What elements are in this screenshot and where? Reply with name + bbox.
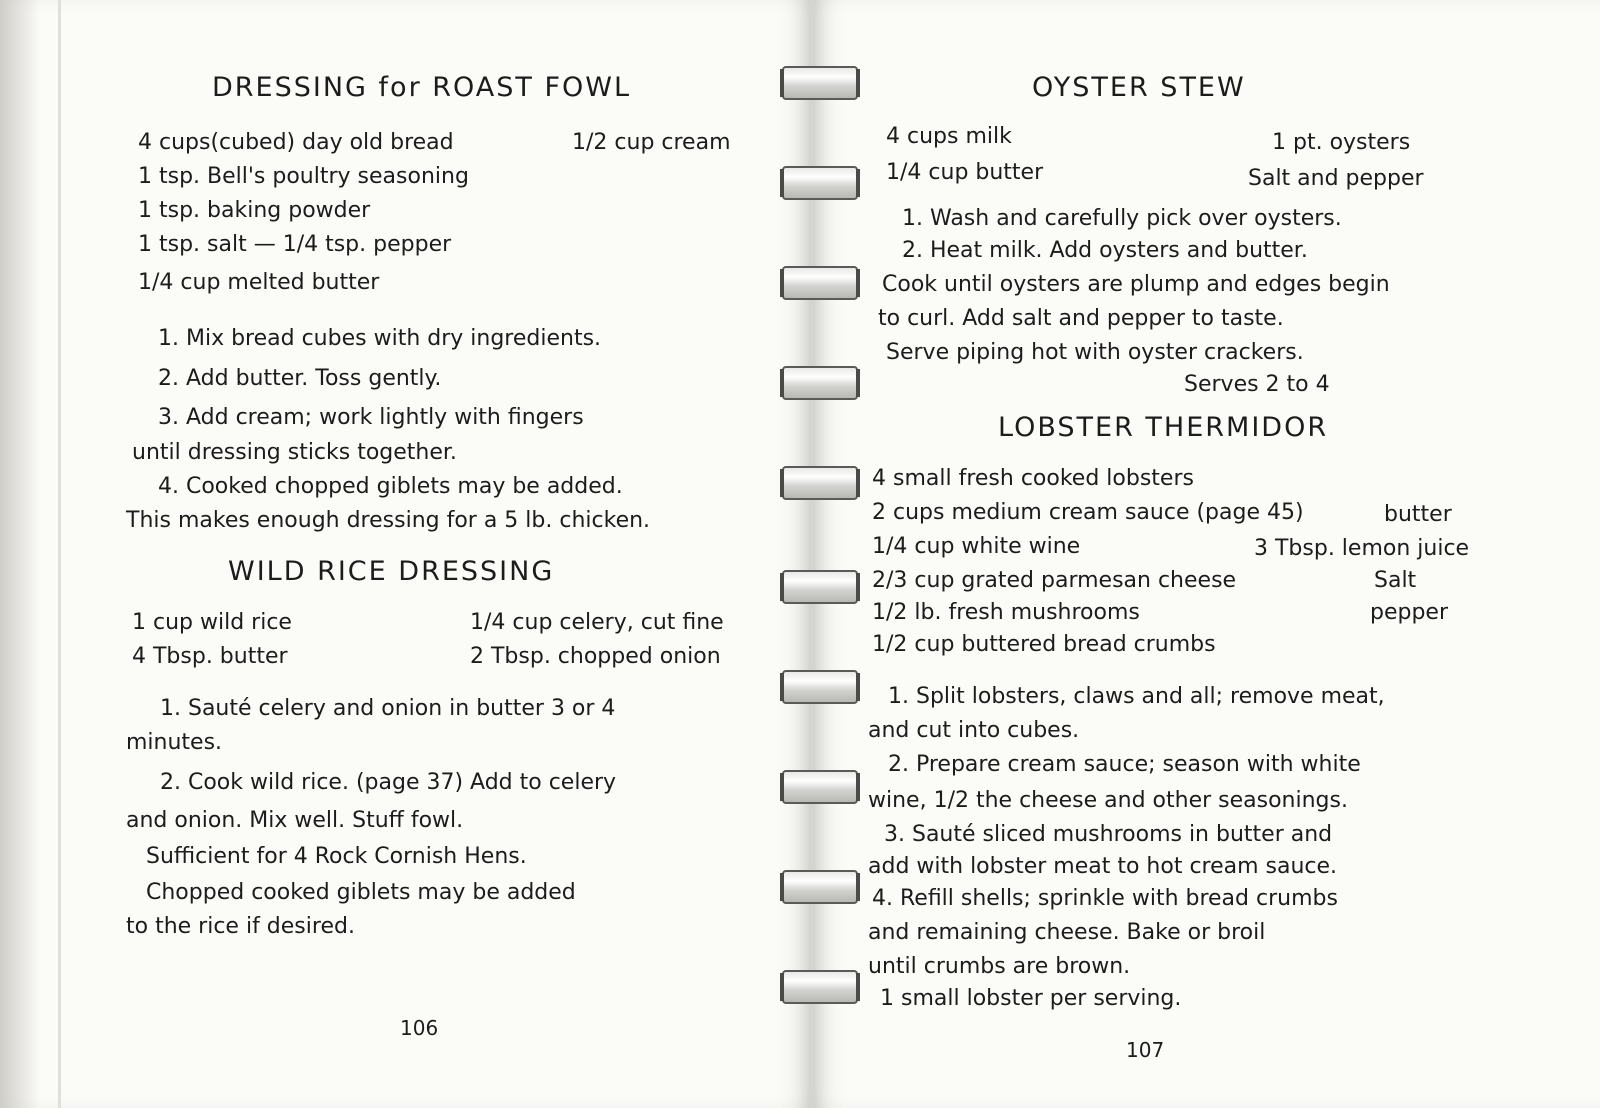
- page-number: 106: [400, 1016, 439, 1040]
- step: until crumbs are brown.: [868, 954, 1131, 979]
- ingredient: 1 pt. oysters: [1272, 130, 1411, 155]
- page-number: 107: [1126, 1038, 1165, 1062]
- ingredient: 4 cups milk: [886, 124, 1012, 149]
- recipe-title-dressing-roast-fowl: DRESSING for ROAST FOWL: [212, 72, 632, 103]
- ingredient: 4 small fresh cooked lobsters: [872, 466, 1194, 491]
- recipe-title-oyster-stew: OYSTER STEW: [1032, 72, 1246, 103]
- binding-ring: [782, 366, 858, 400]
- step: 1 small lobster per serving.: [880, 986, 1182, 1011]
- step: 1. Split lobsters, claws and all; remove meat,: [888, 684, 1385, 709]
- ingredient: 1 tsp. Bell's poultry seasoning: [138, 164, 469, 189]
- ingredient: 1 tsp. salt — 1/4 tsp. pepper: [138, 232, 452, 257]
- ingredient: butter: [1384, 502, 1452, 527]
- step: 4. Cooked chopped giblets may be added.: [158, 474, 623, 499]
- binding-ring: [782, 570, 858, 604]
- binding-ring: [782, 770, 858, 804]
- ingredient: 1/4 cup melted butter: [138, 270, 380, 295]
- ingredient: 1/4 cup white wine: [872, 534, 1081, 559]
- step: 1. Mix bread cubes with dry ingredients.: [158, 326, 602, 351]
- binding-ring: [782, 466, 858, 500]
- step: 4. Refill shells; sprinkle with bread crumbs: [872, 886, 1338, 911]
- right-page: [814, 0, 1600, 1108]
- step: and onion. Mix well. Stuff fowl.: [126, 808, 464, 833]
- ingredient: 1/2 cup cream: [572, 130, 731, 155]
- ingredient: 1/2 lb. fresh mushrooms: [872, 600, 1140, 625]
- step: 1. Sauté celery and onion in butter 3 or 4: [160, 696, 616, 721]
- binding-ring: [782, 970, 858, 1004]
- step: to curl. Add salt and pepper to taste.: [878, 306, 1284, 331]
- step: to the rice if desired.: [126, 914, 355, 939]
- ingredient: pepper: [1370, 600, 1449, 625]
- step: This makes enough dressing for a 5 lb. chicken.: [126, 508, 651, 533]
- step: Chopped cooked giblets may be added: [146, 880, 576, 905]
- step: 1. Wash and carefully pick over oysters.: [902, 206, 1342, 231]
- ingredient: 2/3 cup grated parmesan cheese: [872, 568, 1237, 593]
- binding-ring: [782, 166, 858, 200]
- ingredient: Salt and pepper: [1248, 166, 1424, 191]
- ingredient: 1 cup wild rice: [132, 610, 292, 635]
- step: add with lobster meat to hot cream sauce.: [868, 854, 1338, 879]
- ingredient: 2 Tbsp. chopped onion: [470, 644, 721, 669]
- step: and cut into cubes.: [868, 718, 1080, 743]
- ingredient: 3 Tbsp. lemon juice: [1254, 536, 1470, 561]
- page-edge-shadow: [0, 0, 40, 1108]
- step: 2. Cook wild rice. (page 37) Add to celery: [160, 770, 617, 795]
- step: 3. Sauté sliced mushrooms in butter and: [884, 822, 1333, 847]
- step: Serve piping hot with oyster crackers.: [886, 340, 1304, 365]
- binding-ring: [782, 870, 858, 904]
- recipe-title-lobster-thermidor: LOBSTER THERMIDOR: [998, 412, 1329, 443]
- step: Sufficient for 4 Rock Cornish Hens.: [146, 844, 527, 869]
- step: until dressing sticks together.: [132, 440, 457, 465]
- binding-ring: [782, 670, 858, 704]
- ingredient: 1/4 cup butter: [886, 160, 1044, 185]
- ingredient: 4 cups(cubed) day old bread: [138, 130, 454, 155]
- recipe-title-wild-rice-dressing: WILD RICE DRESSING: [228, 556, 555, 587]
- step: and remaining cheese. Bake or broil: [868, 920, 1266, 945]
- ingredient: 1/4 cup celery, cut fine: [470, 610, 724, 635]
- ingredient: 1/2 cup buttered bread crumbs: [872, 632, 1216, 657]
- serves: Serves 2 to 4: [1184, 372, 1330, 397]
- step: wine, 1/2 the cheese and other seasonings.: [868, 788, 1348, 813]
- ingredient: 2 cups medium cream sauce (page 45): [872, 500, 1304, 525]
- ingredient: 1 tsp. baking powder: [138, 198, 371, 223]
- ingredient: 4 Tbsp. butter: [132, 644, 288, 669]
- step: minutes.: [126, 730, 223, 755]
- binding-ring: [782, 266, 858, 300]
- binding-ring: [782, 66, 858, 100]
- ingredient: Salt: [1374, 568, 1417, 593]
- step: 3. Add cream; work lightly with fingers: [158, 405, 584, 430]
- step: Cook until oysters are plump and edges begin: [882, 272, 1390, 297]
- step: 2. Add butter. Toss gently.: [158, 366, 442, 391]
- step: 2. Heat milk. Add oysters and butter.: [902, 238, 1308, 263]
- step: 2. Prepare cream sauce; season with white: [888, 752, 1361, 777]
